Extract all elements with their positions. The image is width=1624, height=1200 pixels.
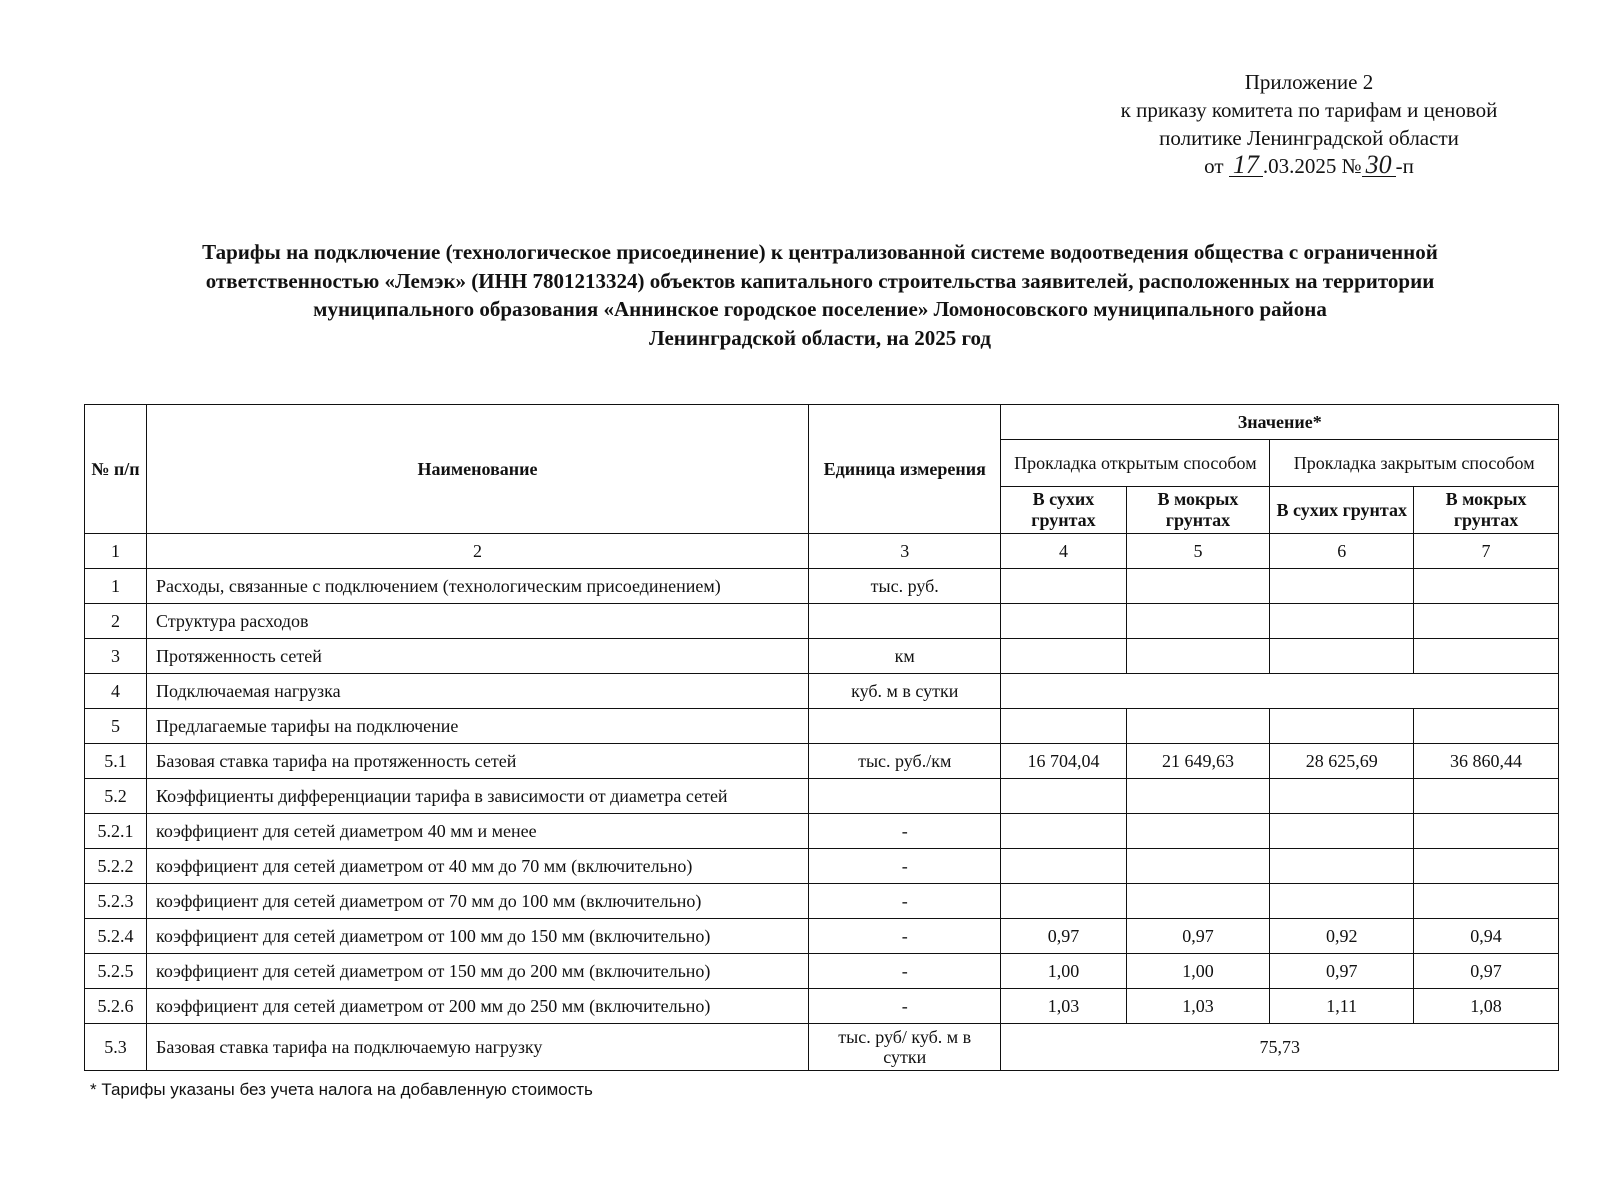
title-line-3: муниципального образования «Аннинское городское поселение» Ломоносовского муниципального района — [313, 297, 1327, 321]
row-value-cell — [1270, 814, 1414, 849]
row-value-cell — [1270, 709, 1414, 744]
appendix-title: Приложение 2 — [1244, 70, 1374, 94]
date-prefix: от — [1204, 154, 1224, 178]
row-name-cell: Подключаемая нагрузка — [147, 674, 809, 709]
row-value-cell: 0,97 — [1001, 919, 1126, 954]
row-value-cell — [1001, 604, 1126, 639]
row-name-cell: Коэффициенты дифференциации тарифа в зависимости от диаметра сетей — [147, 779, 809, 814]
row-value-cell — [1001, 779, 1126, 814]
row-value-cell — [1414, 779, 1559, 814]
table-row — [85, 779, 1559, 814]
row-number-cell: 2 — [85, 604, 147, 639]
row-name-cell: Базовая ставка тарифа на подключаемую нагрузку — [147, 1024, 809, 1071]
row-value-cell: 0,94 — [1414, 919, 1559, 954]
row-name-cell: Расходы, связанные с подключением (технологическим присоединением) — [147, 569, 809, 604]
row-value-cell — [1126, 569, 1270, 604]
row-merged-value-cell — [1001, 674, 1559, 709]
table-row — [85, 884, 1559, 919]
row-number-cell: 1 — [85, 569, 147, 604]
row-name-cell: коэффициент для сетей диаметром от 40 мм до 70 мм (включительно) — [147, 849, 809, 884]
row-value-cell — [1126, 884, 1270, 919]
row-value-cell — [1126, 709, 1270, 744]
handwritten-order-number: 30 — [1362, 154, 1396, 177]
row-unit-cell: - — [809, 919, 1001, 954]
table-row — [85, 954, 1559, 989]
tariff-table-body — [85, 405, 1559, 1071]
table-row — [85, 674, 1559, 709]
row-number-cell: 3 — [85, 639, 147, 674]
row-name-cell: Базовая ставка тарифа на протяженность сетей — [147, 744, 809, 779]
row-number-cell: 5.2.6 — [85, 989, 147, 1024]
row-value-cell: 36 860,44 — [1414, 744, 1559, 779]
table-row — [85, 569, 1559, 604]
table-row — [85, 639, 1559, 674]
column-number: 2 — [147, 534, 809, 569]
row-unit-cell: - — [809, 884, 1001, 919]
row-merged-value-cell: 75,73 — [1001, 1024, 1559, 1071]
row-value-cell — [1126, 604, 1270, 639]
row-value-cell — [1001, 884, 1126, 919]
row-value-cell: 28 625,69 — [1270, 744, 1414, 779]
column-number: 6 — [1270, 534, 1414, 569]
row-value-cell: 0,92 — [1270, 919, 1414, 954]
row-value-cell — [1270, 779, 1414, 814]
row-value-cell — [1001, 814, 1126, 849]
row-value-cell — [1001, 709, 1126, 744]
row-value-cell: 1,00 — [1001, 954, 1126, 989]
row-value-cell — [1414, 709, 1559, 744]
row-unit-cell: тыс. руб./км — [809, 744, 1001, 779]
column-number-row — [85, 534, 1559, 569]
row-value-cell: 1,03 — [1001, 989, 1126, 1024]
footnote: * Тарифы указаны без учета налога на добавленную стоимость — [90, 1080, 593, 1099]
row-name-cell: Протяженность сетей — [147, 639, 809, 674]
table-row — [85, 709, 1559, 744]
column-number: 5 — [1126, 534, 1270, 569]
row-unit-cell: - — [809, 814, 1001, 849]
row-number-cell: 5.2.2 — [85, 849, 147, 884]
row-value-cell: 1,03 — [1126, 989, 1270, 1024]
document-title — [110, 238, 1530, 352]
header-closed-wet: В мокрых грунтах — [1414, 487, 1559, 534]
row-number-cell: 5.3 — [85, 1024, 147, 1071]
row-value-cell — [1126, 639, 1270, 674]
row-value-cell — [1001, 569, 1126, 604]
header-closed-method: Прокладка закрытым способом — [1270, 440, 1559, 487]
row-number-cell: 5.2.5 — [85, 954, 147, 989]
row-unit-cell: тыс. руб. — [809, 569, 1001, 604]
title-line-1: Тарифы на подключение (технологическое присоединение) к централизованной системе водоотведения общества с ограниченной — [202, 240, 1438, 264]
row-name-cell: коэффициент для сетей диаметром от 150 мм до 200 мм (включительно) — [147, 954, 809, 989]
row-unit-cell: тыс. руб/ куб. м в сутки — [809, 1024, 1001, 1071]
title-line-4: Ленинградской области, на 2025 год — [648, 325, 992, 350]
header-open-dry: В сухих грунтах — [1001, 487, 1126, 534]
row-value-cell — [1414, 604, 1559, 639]
row-value-cell — [1270, 569, 1414, 604]
row-unit-cell: - — [809, 989, 1001, 1024]
row-name-cell: Структура расходов — [147, 604, 809, 639]
table-row — [85, 1024, 1559, 1071]
row-value-cell — [1270, 849, 1414, 884]
row-name-cell: Предлагаемые тарифы на подключение — [147, 709, 809, 744]
row-unit-cell: - — [809, 954, 1001, 989]
row-value-cell — [1414, 884, 1559, 919]
row-number-cell: 5.1 — [85, 744, 147, 779]
row-value-cell — [1001, 639, 1126, 674]
row-name-cell: коэффициент для сетей диаметром от 70 мм до 100 мм (включительно) — [147, 884, 809, 919]
row-unit-cell: куб. м в сутки — [809, 674, 1001, 709]
row-unit-cell — [809, 779, 1001, 814]
appendix-order-ref: к приказу комитета по тарифам и ценовой — [1120, 98, 1498, 122]
table-row — [85, 919, 1559, 954]
row-value-cell: 16 704,04 — [1001, 744, 1126, 779]
table-row — [85, 744, 1559, 779]
title-line-2: ответственностью «Лемэк» (ИНН 7801213324) объектов капитального строительства заявителей, расположенных на территории — [205, 268, 1435, 293]
row-value-cell: 1,11 — [1270, 989, 1414, 1024]
row-value-cell — [1126, 849, 1270, 884]
appendix-block — [1079, 68, 1539, 180]
header-name: Наименование — [147, 405, 809, 534]
date-rest: .03.2025 № — [1262, 154, 1362, 178]
row-unit-cell — [809, 709, 1001, 744]
order-suffix: -п — [1395, 154, 1414, 178]
table-row — [85, 604, 1559, 639]
row-value-cell: 0,97 — [1126, 919, 1270, 954]
row-value-cell — [1270, 884, 1414, 919]
header-unit: Единица измерения — [809, 405, 1001, 534]
header-open-method: Прокладка открытым способом — [1001, 440, 1270, 487]
row-name-cell: коэффициент для сетей диаметром от 100 мм до 150 мм (включительно) — [147, 919, 809, 954]
row-number-cell: 4 — [85, 674, 147, 709]
row-number-cell: 5.2 — [85, 779, 147, 814]
row-value-cell — [1414, 569, 1559, 604]
tariff-table — [84, 404, 1559, 1071]
column-number: 1 — [85, 534, 147, 569]
row-number-cell: 5.2.3 — [85, 884, 147, 919]
table-row — [85, 849, 1559, 884]
column-number: 7 — [1414, 534, 1559, 569]
column-number: 3 — [809, 534, 1001, 569]
row-value-cell — [1414, 639, 1559, 674]
header-open-wet: В мокрых грунтах — [1126, 487, 1270, 534]
header-num: № п/п — [85, 405, 147, 534]
row-number-cell: 5 — [85, 709, 147, 744]
table-row — [85, 814, 1559, 849]
row-number-cell: 5.2.4 — [85, 919, 147, 954]
row-unit-cell — [809, 604, 1001, 639]
row-value-cell — [1414, 849, 1559, 884]
row-unit-cell: - — [809, 849, 1001, 884]
row-value-cell — [1001, 849, 1126, 884]
row-value-cell — [1414, 814, 1559, 849]
row-name-cell: коэффициент для сетей диаметром 40 мм и менее — [147, 814, 809, 849]
header-value: Значение* — [1001, 405, 1559, 440]
header-row-1 — [85, 405, 1559, 440]
row-value-cell: 1,00 — [1126, 954, 1270, 989]
row-value-cell: 21 649,63 — [1126, 744, 1270, 779]
header-closed-dry: В сухих грунтах — [1270, 487, 1414, 534]
row-name-cell: коэффициент для сетей диаметром от 200 мм до 250 мм (включительно) — [147, 989, 809, 1024]
row-unit-cell: км — [809, 639, 1001, 674]
row-value-cell: 1,08 — [1414, 989, 1559, 1024]
row-value-cell: 0,97 — [1414, 954, 1559, 989]
row-value-cell — [1270, 604, 1414, 639]
row-value-cell — [1270, 639, 1414, 674]
row-value-cell — [1126, 814, 1270, 849]
row-number-cell: 5.2.1 — [85, 814, 147, 849]
handwritten-day: 17 — [1229, 154, 1263, 177]
row-value-cell: 0,97 — [1270, 954, 1414, 989]
row-value-cell — [1126, 779, 1270, 814]
appendix-committee: политике Ленинградской области — [1159, 126, 1459, 150]
appendix-date-line — [1079, 152, 1539, 180]
column-number: 4 — [1001, 534, 1126, 569]
table-row — [85, 989, 1559, 1024]
